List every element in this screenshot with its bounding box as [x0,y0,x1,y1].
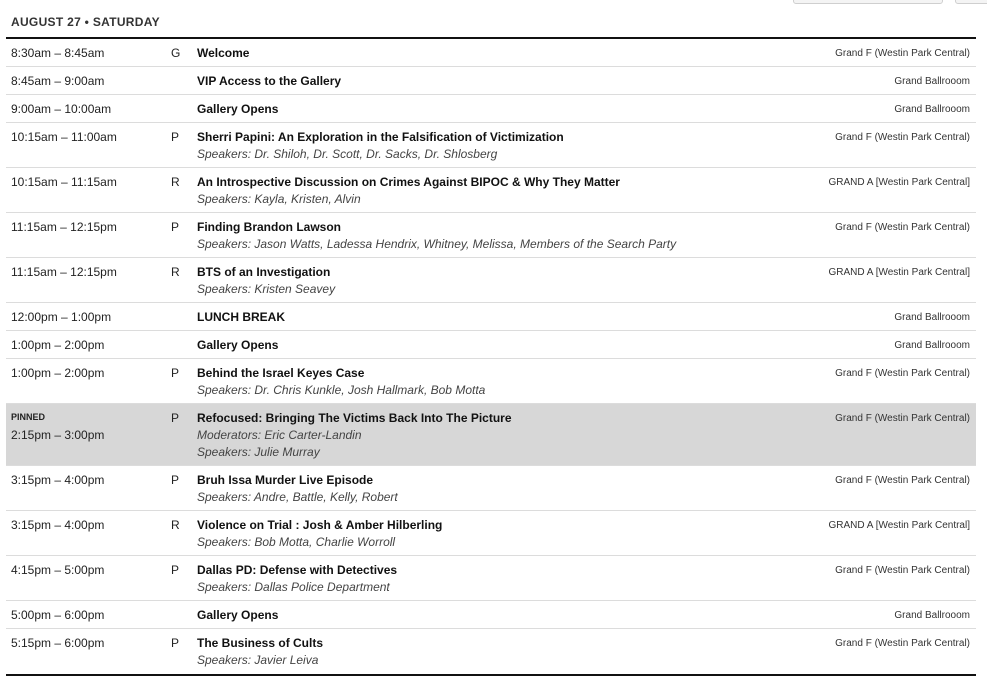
session-row-pinned[interactable] [6,404,976,466]
session-speakers: Speakers: Dallas Police Department [197,580,390,594]
session-time: 11:15am – 12:15pm [11,265,117,279]
session-content [197,608,757,622]
session-speakers: Speakers: Dr. Chris Kunkle, Josh Hallmark, Bob Motta [197,383,486,397]
session-time: 3:15pm – 4:00pm [11,518,105,532]
day-header: AUGUST 27 • SATURDAY [11,15,160,29]
session-speakers: Speakers: Dr. Shiloh, Dr. Scott, Dr. Sacks, Dr. Shlosberg [197,147,498,161]
session-speakers: Speakers: Andre, Battle, Kelly, Robert [197,490,398,504]
session-time: 10:15am – 11:00am [11,130,117,144]
session-location: GRAND A [Westin Park Central] [828,177,970,188]
session-title[interactable]: Violence on Trial : Josh & Amber Hilberling [197,518,443,532]
session-title[interactable]: BTS of an Investigation [197,265,331,279]
session-content [197,518,757,549]
session-title[interactable]: VIP Access to the Gallery [197,74,342,88]
session-track: P [171,563,180,577]
session-location: GRAND A [Westin Park Central] [828,520,970,531]
session-row[interactable] [6,168,976,213]
session-time: 12:00pm – 1:00pm [11,310,112,324]
session-row[interactable] [6,331,976,359]
session-title[interactable]: Refocused: Bringing The Victims Back Into The Picture [197,411,512,425]
session-row[interactable] [6,67,976,95]
session-content [197,563,757,594]
session-title[interactable]: The Business of Cults [197,636,324,650]
session-time: 8:30am – 8:45am [11,46,105,60]
session-title[interactable]: Dallas PD: Defense with Detectives [197,563,398,577]
session-location: Grand F (Westin Park Central) [835,132,970,143]
session-title[interactable]: Welcome [197,46,250,60]
session-time: 4:15pm – 5:00pm [11,563,105,577]
session-time: 10:15am – 11:15am [11,175,117,189]
session-speakers: Speakers: Javier Leiva [197,653,319,667]
session-location: Grand F (Westin Park Central) [835,222,970,233]
session-content [197,220,757,251]
session-location: GRAND A [Westin Park Central] [828,267,970,278]
session-track: R [171,518,180,532]
session-content [197,338,757,352]
session-track: P [171,366,180,380]
session-track: P [171,636,180,650]
session-content [197,310,757,324]
session-speakers: Speakers: Bob Motta, Charlie Worroll [197,535,396,549]
session-time: 2:15pm – 3:00pm [11,428,105,442]
session-row[interactable] [6,95,976,123]
session-location: Grand F (Westin Park Central) [835,48,970,59]
session-title[interactable]: LUNCH BREAK [197,310,285,324]
session-content [197,473,757,504]
session-content [197,74,757,88]
session-time: 5:15pm – 6:00pm [11,636,105,650]
schedule-list [6,37,976,676]
session-content [197,366,757,397]
session-track: P [171,411,180,425]
session-row[interactable] [6,556,976,601]
session-row[interactable] [6,601,976,629]
session-content [197,130,757,161]
session-time: 5:00pm – 6:00pm [11,608,105,622]
session-track: P [171,220,180,234]
top-button-2[interactable] [955,0,987,4]
session-title[interactable]: Bruh Issa Murder Live Episode [197,473,374,487]
session-content [197,265,757,296]
session-location: Grand Ballrooom [894,340,970,351]
session-speakers: Speakers: Kristen Seavey [197,282,336,296]
session-title[interactable]: Gallery Opens [197,608,279,622]
top-button-1[interactable] [793,0,943,4]
session-moderators: Moderators: Eric Carter-Landin [197,428,362,442]
session-title[interactable]: Finding Brandon Lawson [197,220,341,234]
pinned-badge: PINNED [11,412,46,422]
session-track: R [171,265,180,279]
session-row[interactable] [6,213,976,258]
session-content [197,102,757,116]
session-time: 11:15am – 12:15pm [11,220,117,234]
session-location: Grand F (Westin Park Central) [835,413,970,424]
session-track: G [171,46,181,60]
session-speakers: Speakers: Jason Watts, Ladessa Hendrix, Whitney, Melissa, Members of the Search Party [197,237,677,251]
session-track: P [171,130,180,144]
session-time: 9:00am – 10:00am [11,102,112,116]
session-title[interactable]: Gallery Opens [197,102,279,116]
session-row[interactable] [6,466,976,511]
session-location: Grand Ballrooom [894,76,970,87]
session-title[interactable]: Gallery Opens [197,338,279,352]
session-track: P [171,473,180,487]
session-location: Grand Ballrooom [894,610,970,621]
session-content [197,175,757,206]
session-location: Grand Ballrooom [894,104,970,115]
session-title[interactable]: Behind the Israel Keyes Case [197,366,365,380]
session-content [197,46,757,60]
session-time: 3:15pm – 4:00pm [11,473,105,487]
session-speakers: Speakers: Kayla, Kristen, Alvin [197,192,361,206]
session-title[interactable]: Sherri Papini: An Exploration in the Falsification of Victimization [197,130,564,144]
session-location: Grand Ballrooom [894,312,970,323]
session-speakers: Speakers: Julie Murray [197,445,320,459]
session-content [197,636,757,667]
session-time: 1:00pm – 2:00pm [11,338,105,352]
session-content [197,411,757,459]
session-row[interactable] [6,511,976,556]
session-row[interactable] [6,359,976,404]
session-track: R [171,175,180,189]
session-time: 8:45am – 9:00am [11,74,105,88]
session-row[interactable] [6,303,976,331]
session-location: Grand F (Westin Park Central) [835,565,970,576]
session-row[interactable] [6,39,976,67]
session-row[interactable] [6,123,976,168]
session-location: Grand F (Westin Park Central) [835,638,970,649]
session-location: Grand F (Westin Park Central) [835,475,970,486]
session-location: Grand F (Westin Park Central) [835,368,970,379]
session-row[interactable] [6,629,976,674]
session-title[interactable]: An Introspective Discussion on Crimes Against BIPOC & Why They Matter [197,175,620,189]
session-time: 1:00pm – 2:00pm [11,366,105,380]
session-row[interactable] [6,258,976,303]
